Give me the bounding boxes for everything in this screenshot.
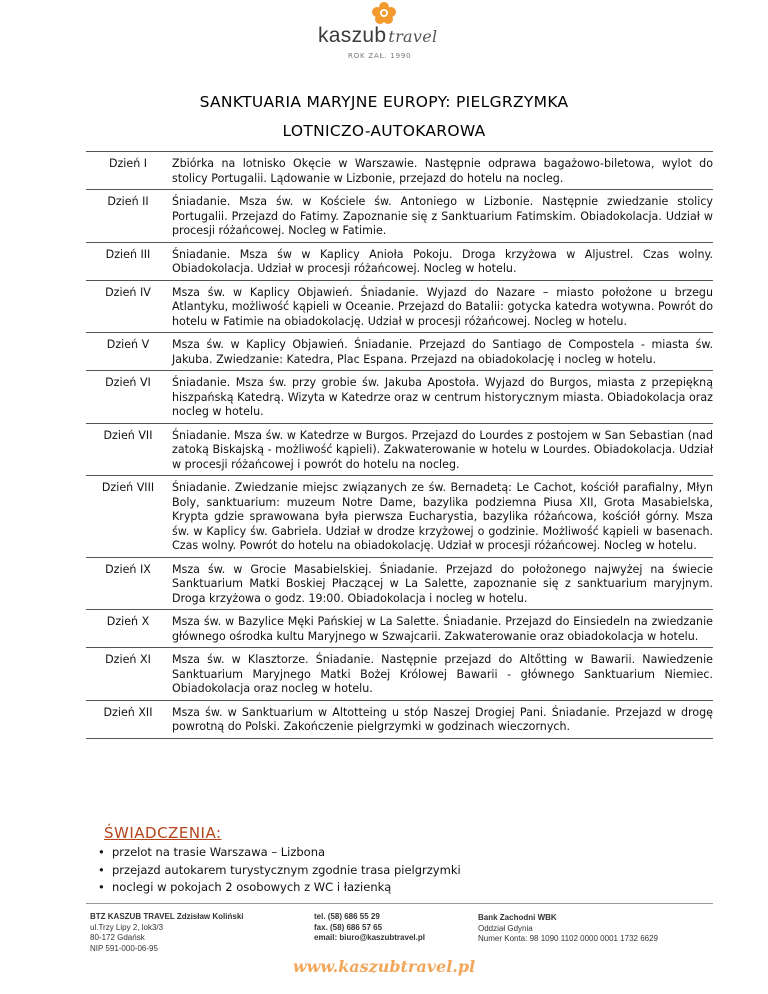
itinerary-description: Msza św. w Klasztorze. Śniadanie. Następnie przejazd do Altőtting w Bawarii. Nawiedzenie Sanktuarium Maryjnego Matki Bożej Królowej Bawarii - głównego Sanktuarium Niemiec. Obiadokolacja oraz nocleg w hotelu. bbox=[170, 648, 713, 701]
itinerary-day: Dzień II bbox=[86, 190, 170, 243]
itinerary-row bbox=[86, 423, 713, 476]
itinerary-table bbox=[86, 151, 713, 739]
itinerary-description: Śniadanie. Msza św. przy grobie św. Jakuba Apostoła. Wyjazd do Burgos, miasta z przepiękną hiszpańską Katedrą. Wizyta w Katedrze oraz w centrum historycznym miasta. Obiadokolacja oraz nocleg w hotelu. bbox=[170, 371, 713, 424]
itinerary-day: Dzień I bbox=[86, 152, 170, 190]
itinerary-day: Dzień XI bbox=[86, 648, 170, 701]
itinerary-row bbox=[86, 152, 713, 190]
itinerary-day: Dzień IV bbox=[86, 280, 170, 333]
itinerary-row bbox=[86, 190, 713, 243]
page-title-line1: SANKTUARIA MARYJNE EUROPY: PIELGRZYMKA bbox=[199, 93, 569, 111]
itinerary-day: Dzień XII bbox=[86, 700, 170, 738]
footer-email[interactable]: email: biuro@kaszubtravel.pl bbox=[314, 933, 425, 942]
footer-bank: Bank Zachodni WBK bbox=[478, 913, 557, 922]
itinerary-row bbox=[86, 280, 713, 333]
footer-fax: fax. (58) 686 57 65 bbox=[314, 922, 383, 932]
itinerary-row bbox=[86, 371, 713, 424]
itinerary-day: Dzień VI bbox=[86, 371, 170, 424]
itinerary-day: Dzień X bbox=[86, 610, 170, 648]
brand-name: kaszub travel bbox=[318, 24, 438, 47]
footer-bank-block bbox=[478, 913, 658, 945]
footer-address1: ul.Trzy Lipy 2, lok3/3 bbox=[90, 922, 164, 932]
itinerary-description: Śniadanie. Msza św. w Katedrze w Burgos. Przejazd do Lourdes z postojem w San Sebastian (nad zatoką Biskajską - możliwość kąpieli). Zakwaterowanie w hotelu w Lourdes. Obiadokolacja. Udział w procesji różańcowej i powrót do hotelu na nocleg. bbox=[170, 423, 713, 476]
itinerary-description: Śniadanie. Zwiedzanie miejsc związanych ze św. Bernadetą: Le Cachot, kościół parafialny, Młyn Boly, sanktuarium: muzeum Notre Dame, bazylika podziemna Piusa XII, Grota Masabielska, Krypta gdzie sprawowana była pierwsza Eucharystia, bazylika różańcowa, kościół górny. Msza św. w Kaplicy św. Gabriela. Udział w drodze krzyżowej o godzinie. Możliwość kąpieli w basenach. Czas wolny. Powrót do hotelu na obiadokolację. Udział w procesji różańcowej. Nocleg w hotelu. bbox=[170, 476, 713, 558]
itinerary-row bbox=[86, 242, 713, 280]
services-item: • przelot na trasie Warszawa – Lizbona bbox=[98, 844, 461, 862]
footer-divider bbox=[86, 903, 713, 904]
itinerary-day: Dzień III bbox=[86, 242, 170, 280]
itinerary-day: Dzień VII bbox=[86, 423, 170, 476]
services-heading: ŚWIADCZENIA: bbox=[104, 824, 222, 842]
itinerary-day: Dzień VIII bbox=[86, 476, 170, 558]
footer-account: Numer Konta: 98 1090 1102 0000 0001 1732 6629 bbox=[478, 934, 658, 943]
since-label: ROK ZAŁ. 1990 bbox=[348, 52, 412, 60]
itinerary-row bbox=[86, 700, 713, 738]
itinerary-description: Msza św. w Kaplicy Objawień. Śniadanie. Przejazd do Santiago de Compostela - miasta św. Jakuba. Zwiedzanie: Katedra, Plac Espana. Przejazd na obiadokolację i nocleg w hotelu. bbox=[170, 333, 713, 371]
itinerary-description: Śniadanie. Msza św. w Kościele św. Antoniego w Lizbonie. Następnie zwiedzanie stolicy Portugalii. Przejazd do Fatimy. Zapoznanie się z Sanktuarium Fatimskim. Obiadokolacja. Udział w procesji różańcowej. Nocleg w Fatimie. bbox=[170, 190, 713, 243]
services-item: • przejazd autokarem turystycznym zgodnie trasa pielgrzymki bbox=[98, 862, 461, 880]
itinerary-day: Dzień IX bbox=[86, 557, 170, 610]
itinerary-description: Msza św. w Kaplicy Objawień. Śniadanie. Wyjazd do Nazare – miasto położone u brzegu Atlantyku, możliwość kąpieli w Oceanie. Przejazd do Batalii: gotycka katedra wotywna. Powrót do hotelu w Fatimie na obiadokolację. Udział w procesji różańcowej. Nocleg w hotelu. bbox=[170, 280, 713, 333]
services-item: • noclegi w pokojach 2 osobowych z WC i łazienką bbox=[98, 879, 461, 897]
itinerary-row bbox=[86, 333, 713, 371]
website-link[interactable]: www.kaszubtravel.pl bbox=[292, 957, 476, 976]
footer-nip: NIP 591-000-06-95 bbox=[90, 943, 158, 953]
page-title-line2: LOTNICZO-AUTOKAROWA bbox=[282, 122, 486, 140]
footer-branch: Oddział Gdynia bbox=[478, 923, 533, 933]
itinerary-row bbox=[86, 476, 713, 558]
footer-contact-block bbox=[314, 912, 425, 944]
itinerary-description: Msza św. w Bazylice Męki Pańskiej w La Salette. Śniadanie. Przejazd do Einsiedeln na zwiedzanie głównego ośrodka kultu Maryjnego w Szwajcarii. Zakwaterowanie oraz obiadokolacja w hotelu. bbox=[170, 610, 713, 648]
services-list bbox=[98, 844, 461, 897]
footer-address2: 80-172 Gdańsk bbox=[90, 933, 145, 942]
itinerary-description: Msza św. w Grocie Masabielskiej. Śniadanie. Przejazd do położonego najwyżej na świecie Sanktuarium Matki Boskiej Płaczącej w La Salette, zapoznanie się z sanktuarium maryjnym. Droga krzyżowa o godz. 19:00. Obiadokolacja i nocleg w hotelu. bbox=[170, 557, 713, 610]
itinerary-row bbox=[86, 557, 713, 610]
itinerary-row bbox=[86, 610, 713, 648]
company-logo bbox=[0, 0, 768, 90]
itinerary-row bbox=[86, 648, 713, 701]
itinerary-description: Śniadanie. Msza św w Kaplicy Anioła Pokoju. Droga krzyżowa w Aljustrel. Czas wolny. Obiadokolacja. Udział w procesji różańcowej. Nocleg w hotelu. bbox=[170, 242, 713, 280]
itinerary-description: Zbiórka na lotnisko Okęcie w Warszawie. Następnie odprawa bagażowo-biletowa, wylot do stolicy Portugalii. Lądowanie w Lizbonie, przejazd do hotelu na nocleg. bbox=[170, 152, 713, 190]
footer-company-block bbox=[90, 912, 244, 954]
footer-company: BTZ KASZUB TRAVEL Zdzisław Koliński bbox=[90, 912, 244, 921]
flower-logo-icon bbox=[366, 2, 402, 26]
footer-tel: tel. (58) 686 55 29 bbox=[314, 912, 380, 921]
itinerary-day: Dzień V bbox=[86, 333, 170, 371]
itinerary-description: Msza św. w Sanktuarium w Altotteing u stóp Naszej Drogiej Pani. Śniadanie. Przejazd w drogę powrotną do Polski. Zakończenie pielgrzymki w godzinach wieczornych. bbox=[170, 700, 713, 738]
